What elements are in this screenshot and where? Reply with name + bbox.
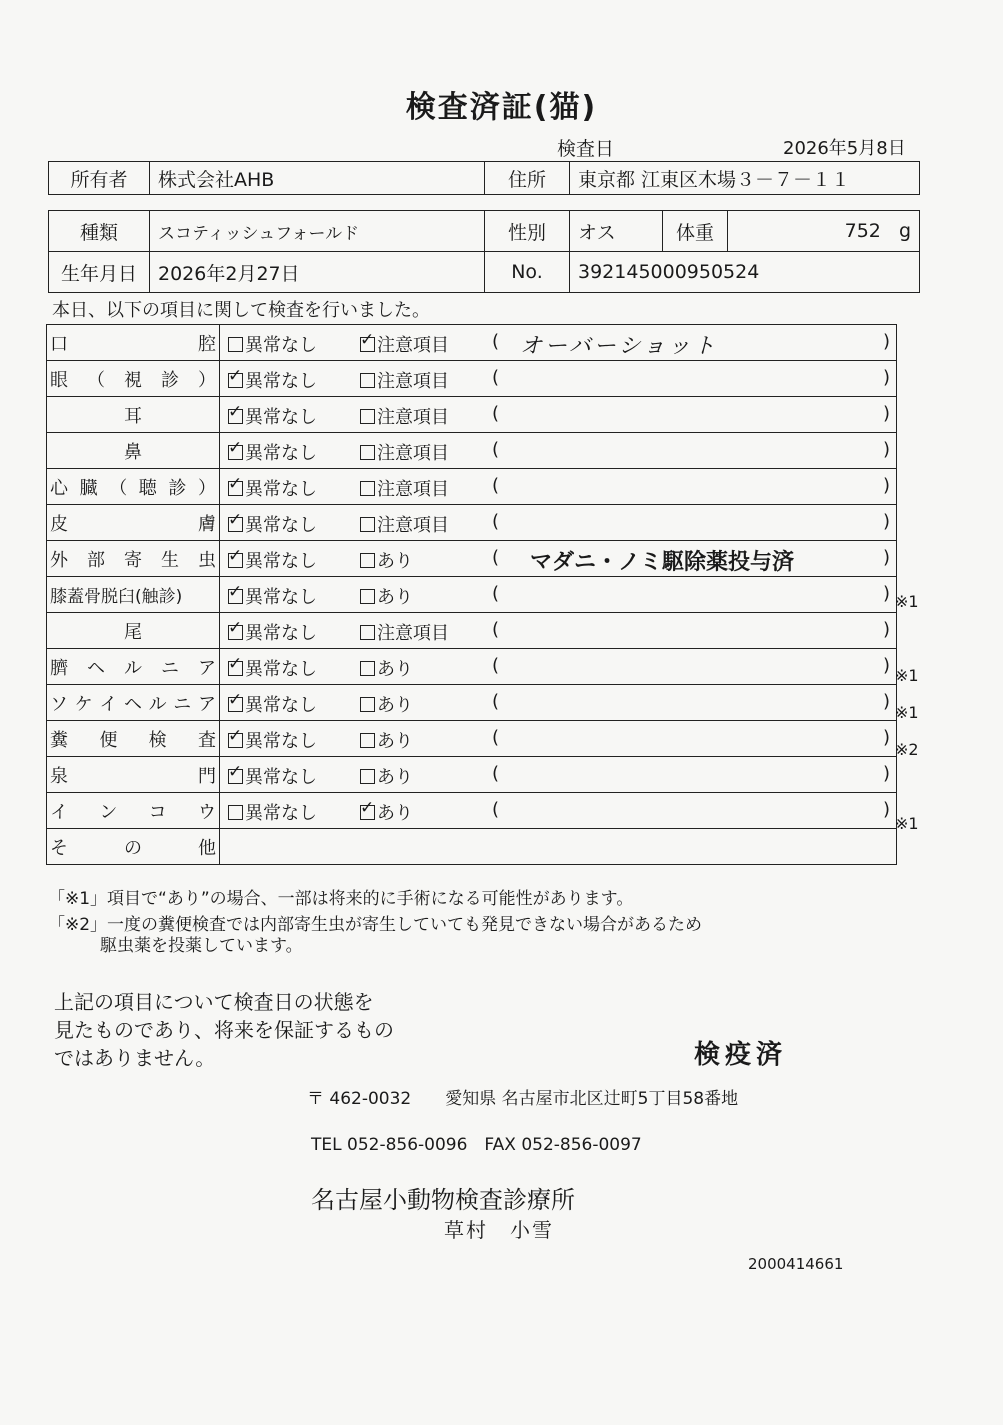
exam-row [47, 649, 897, 685]
option-label: あり [377, 731, 413, 752]
weight-value: 752 [844, 220, 881, 242]
exam-table [46, 324, 897, 865]
exam-result [220, 577, 897, 613]
footnote-mark: ※1 [895, 813, 919, 833]
exam-item-text: 糞 便 検 査 [50, 729, 216, 751]
option-normal[interactable] [228, 727, 317, 753]
option-normal[interactable] [228, 619, 317, 645]
checked-box-icon[interactable] [228, 553, 243, 568]
option-label: あり [377, 659, 413, 680]
option-finding[interactable] [360, 691, 413, 717]
exam-row [47, 721, 897, 757]
option-label: 注意項目 [377, 335, 449, 356]
clinic-phone: TEL 052-856-0096 FAX 052-856-0097 [311, 1135, 642, 1155]
paren-close: ) [882, 439, 890, 460]
exam-item-text: 心 臓 （ 聴 診 ） [50, 477, 216, 499]
other-label-text: そ の 他 [50, 837, 216, 859]
checked-box-icon[interactable] [228, 697, 243, 712]
exam-result [220, 685, 897, 721]
option-finding[interactable] [360, 331, 449, 357]
option-label: 注意項目 [377, 479, 449, 500]
exam-result [220, 433, 897, 469]
no-label: No. [485, 252, 570, 293]
exam-date-label: 検査日 [557, 138, 615, 160]
exam-date: 2026年5月8日 [783, 138, 906, 159]
option-finding[interactable] [360, 547, 413, 573]
checked-box-icon[interactable] [228, 625, 243, 640]
exam-result [220, 325, 897, 361]
exam-item-text: 外 部 寄 生 虫 [50, 549, 216, 571]
option-label: あり [377, 587, 413, 608]
exam-item-label [47, 721, 220, 757]
owner-value: 株式会社AHB [150, 162, 485, 195]
checked-box-icon[interactable] [228, 517, 243, 532]
checked-box-icon[interactable] [228, 661, 243, 676]
checked-box-icon[interactable] [228, 589, 243, 604]
exam-item-text: イ ン コ ウ [50, 801, 216, 823]
option-normal[interactable] [228, 367, 317, 393]
footnote-mark: ※1 [895, 592, 919, 612]
option-label: 異常なし [245, 371, 317, 392]
option-label: 異常なし [245, 659, 317, 680]
option-normal[interactable] [228, 547, 317, 573]
quarantine-stamp: 検疫済 [694, 1040, 788, 1070]
option-finding[interactable] [360, 511, 449, 537]
exam-result [220, 541, 897, 577]
checked-box-icon[interactable] [228, 409, 243, 424]
option-label: あり [377, 803, 413, 824]
exam-item-label [47, 469, 220, 505]
option-normal[interactable] [228, 799, 317, 825]
paren-open: ( [492, 439, 500, 460]
disclaimer-line: 上記の項目について検査日の状態を [54, 990, 374, 1014]
footnote-1: 「※1」項目で“あり”の場合、一部は将来的に手術になる可能性があります。 [48, 889, 634, 909]
option-label: 異常なし [245, 623, 317, 644]
exam-item-label [47, 505, 220, 541]
exam-row [47, 613, 897, 649]
checkbox-icon[interactable] [360, 481, 375, 496]
option-finding[interactable] [360, 655, 413, 681]
disclaimer-line: 見たものであり、将来を保証するもの [54, 1018, 394, 1042]
checkbox-icon[interactable] [360, 373, 375, 388]
paren-close: ) [882, 691, 890, 712]
exam-item-label [47, 361, 220, 397]
exam-row [47, 397, 897, 433]
exam-result [220, 361, 897, 397]
checkbox-icon[interactable] [360, 625, 375, 640]
paren-open: ( [492, 799, 500, 820]
paren-open: ( [492, 655, 500, 676]
paren-open: ( [492, 583, 500, 604]
document-number: 2000414661 [748, 1255, 844, 1273]
checkbox-icon[interactable] [360, 769, 375, 784]
checked-box-icon[interactable] [228, 445, 243, 460]
option-finding[interactable] [360, 367, 449, 393]
weight-unit: g [898, 220, 911, 242]
paren-open: ( [492, 511, 500, 532]
weight-label: 体重 [663, 211, 728, 252]
exam-item-text: ソ ケ イ ヘ ル ニ ア [50, 693, 216, 715]
address-label: 住所 [485, 162, 570, 195]
exam-result [220, 757, 897, 793]
option-finding[interactable] [360, 475, 449, 501]
breed-value: スコティッシュフォールド [150, 211, 485, 252]
animal-table [48, 210, 920, 293]
exam-item-text: 臍 ヘ ル ニ ア [50, 657, 216, 679]
other-value[interactable] [220, 829, 897, 865]
option-finding[interactable] [360, 583, 413, 609]
option-normal[interactable] [228, 691, 317, 717]
exam-item-text: 口 腔 [50, 333, 216, 355]
paren-close: ) [882, 799, 890, 820]
paren-close: ) [882, 655, 890, 676]
option-normal[interactable] [228, 403, 317, 429]
intro-text: 本日、以下の項目に関して検査を行いました。 [52, 300, 430, 321]
checked-box-icon[interactable] [360, 337, 375, 352]
exam-row [47, 793, 897, 829]
paren-close: ) [882, 547, 890, 568]
exam-note: マダニ・ノミ駆除薬投与済 [530, 550, 795, 575]
breed-label: 種類 [49, 211, 150, 252]
owner-table [48, 161, 920, 195]
footnote-mark: ※1 [895, 703, 919, 722]
owner-label: 所有者 [49, 162, 150, 195]
option-label: 注意項目 [377, 623, 449, 644]
exam-result [220, 397, 897, 433]
exam-result [220, 793, 897, 829]
exam-item-text: 皮 膚 [50, 513, 216, 535]
option-label: 異常なし [245, 515, 317, 536]
option-normal[interactable] [228, 439, 317, 465]
clinic-name: 名古屋小動物検査診療所 [311, 1186, 575, 1214]
paren-close: ) [882, 403, 890, 424]
exam-row [47, 577, 897, 613]
exam-row-other [47, 829, 897, 865]
paren-close: ) [882, 511, 890, 532]
option-label: 異常なし [245, 695, 317, 716]
exam-item-label [47, 433, 220, 469]
paren-close: ) [882, 331, 890, 352]
exam-item-label [47, 793, 220, 829]
option-label: 異常なし [245, 443, 317, 464]
footnote-mark: ※1 [895, 666, 919, 686]
option-label: 異常なし [245, 407, 317, 428]
option-label: 異常なし [245, 587, 317, 608]
footnote-2-line1: 「※2」一度の糞便検査では内部寄生虫が寄生していても発見できない場合があるため [48, 915, 703, 935]
checkbox-icon[interactable] [360, 553, 375, 568]
option-finding[interactable] [360, 403, 449, 429]
checked-box-icon[interactable] [228, 373, 243, 388]
option-label: 異常なし [245, 767, 317, 788]
paren-open: ( [492, 331, 500, 352]
option-label: 異常なし [245, 803, 317, 824]
exam-item-text: 鼻 [124, 441, 142, 463]
paren-open: ( [492, 727, 500, 748]
dob-value: 2026年2月27日 [150, 252, 485, 293]
option-label: 注意項目 [377, 371, 449, 392]
paren-close: ) [882, 475, 890, 496]
checked-box-icon[interactable] [228, 733, 243, 748]
option-finding[interactable] [360, 799, 413, 825]
exam-row [47, 505, 897, 541]
exam-result [220, 469, 897, 505]
option-normal[interactable] [228, 331, 317, 357]
exam-item-text: 膝蓋骨脱臼(触診) [50, 587, 183, 607]
weight-cell [728, 211, 920, 252]
checkbox-icon[interactable] [228, 805, 243, 820]
address-value: 東京都 江東区木場３－７－１１ [570, 162, 920, 195]
option-normal[interactable] [228, 583, 317, 609]
no-value: 392145000950524 [570, 252, 920, 293]
option-finding[interactable] [360, 619, 449, 645]
exam-item-text: 耳 [124, 405, 142, 427]
paren-open: ( [492, 403, 500, 424]
option-label: あり [377, 695, 413, 716]
clinic-address: 〒 462-0032 愛知県 名古屋市北区辻町5丁目58番地 [307, 1089, 739, 1109]
exam-result [220, 721, 897, 757]
option-label: 異常なし [245, 479, 317, 500]
exam-item-label [47, 541, 220, 577]
exam-item-text: 眼 （ 視 診 ） [50, 369, 216, 391]
option-label: 注意項目 [377, 407, 449, 428]
option-label: 異常なし [245, 551, 317, 572]
document-title: 検査済証(猫) [405, 90, 598, 125]
checked-box-icon[interactable] [228, 481, 243, 496]
signer-name: 草村 小雪 [444, 1218, 554, 1242]
option-label: 異常なし [245, 335, 317, 356]
checkbox-icon[interactable] [360, 733, 375, 748]
exam-item-label [47, 577, 220, 613]
option-normal[interactable] [228, 511, 317, 537]
exam-item-text: 尾 [124, 621, 142, 643]
checked-box-icon[interactable] [360, 805, 375, 820]
exam-row [47, 433, 897, 469]
exam-item-label [47, 685, 220, 721]
option-label: あり [377, 551, 413, 572]
exam-item-text: 泉 門 [50, 765, 216, 787]
checkbox-icon[interactable] [360, 517, 375, 532]
footnote-2-line2: 駆虫薬を投薬しています。 [100, 936, 303, 956]
checkbox-icon[interactable] [360, 445, 375, 460]
paren-close: ) [882, 583, 890, 604]
option-finding[interactable] [360, 439, 449, 465]
option-label: 注意項目 [377, 515, 449, 536]
option-label: あり [377, 767, 413, 788]
paren-open: ( [492, 367, 500, 388]
exam-result [220, 613, 897, 649]
exam-item-label [47, 649, 220, 685]
checkbox-icon[interactable] [360, 661, 375, 676]
paren-close: ) [882, 727, 890, 748]
other-label [47, 829, 220, 865]
exam-row [47, 469, 897, 505]
exam-row [47, 325, 897, 361]
sex-value: オス [570, 211, 663, 252]
exam-result [220, 649, 897, 685]
option-label: 注意項目 [377, 443, 449, 464]
option-finding[interactable] [360, 763, 413, 789]
paren-close: ) [882, 619, 890, 640]
footnote-mark: ※2 [895, 739, 919, 759]
paren-open: ( [492, 691, 500, 712]
exam-row [47, 685, 897, 721]
checkbox-icon[interactable] [360, 589, 375, 604]
checkbox-icon[interactable] [360, 697, 375, 712]
exam-note: オーバーショット [520, 334, 719, 359]
checked-box-icon[interactable] [228, 769, 243, 784]
exam-item-label [47, 757, 220, 793]
option-finding[interactable] [360, 727, 413, 753]
paren-close: ) [882, 367, 890, 388]
option-normal[interactable] [228, 763, 317, 789]
paren-open: ( [492, 619, 500, 640]
exam-item-label [47, 397, 220, 433]
checkbox-icon[interactable] [360, 409, 375, 424]
exam-row [47, 757, 897, 793]
paren-open: ( [492, 475, 500, 496]
paren-open: ( [492, 763, 500, 784]
option-label: 異常なし [245, 731, 317, 752]
paren-close: ) [882, 763, 890, 784]
exam-row [47, 361, 897, 397]
dob-label: 生年月日 [49, 252, 150, 293]
option-normal[interactable] [228, 655, 317, 681]
exam-item-label [47, 325, 220, 361]
sex-label: 性別 [485, 211, 570, 252]
checkbox-icon[interactable] [228, 337, 243, 352]
paren-open: ( [492, 547, 500, 568]
exam-item-label [47, 613, 220, 649]
disclaimer [54, 988, 394, 1072]
option-normal[interactable] [228, 475, 317, 501]
disclaimer-line: ではありません。 [54, 1046, 216, 1070]
exam-result [220, 505, 897, 541]
exam-row [47, 541, 897, 577]
